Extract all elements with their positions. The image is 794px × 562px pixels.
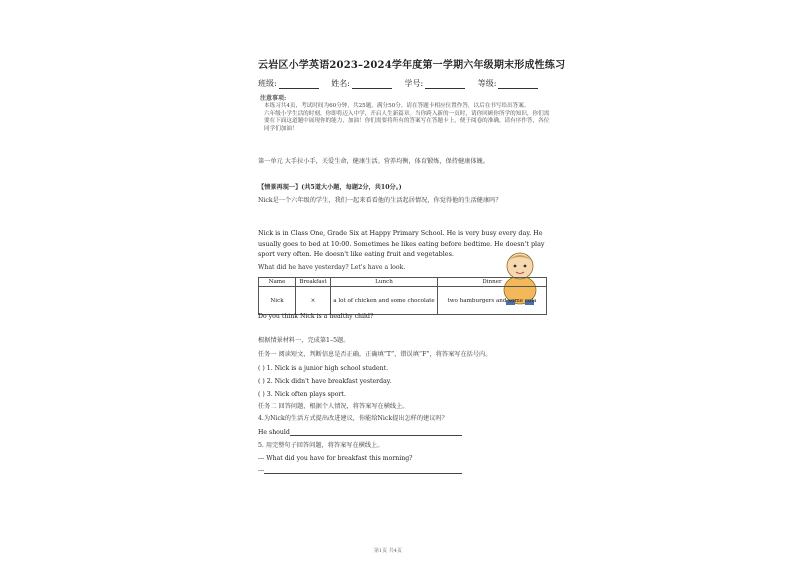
q5-answer-row bbox=[258, 466, 462, 474]
cell-lunch: a lot of chicken and some chocolate bbox=[331, 287, 438, 315]
part1-intro: 第一单元 大手拉小手，关爱生命，健康生活。营养均衡，体育锻炼，保持健康体魄。 bbox=[258, 158, 489, 165]
tf-item-1[interactable]: ( ) 1. Nick is a junior high school student. bbox=[258, 365, 389, 372]
header-breakfast: Breakfast bbox=[296, 278, 331, 287]
student-info-line bbox=[258, 78, 548, 89]
name-label: 姓名: bbox=[331, 79, 350, 88]
meal-table-header bbox=[259, 278, 547, 287]
cell-dinner: two hamburgers and some cola bbox=[438, 287, 547, 315]
grade-label: 等级: bbox=[477, 79, 497, 88]
class-blank bbox=[279, 80, 319, 89]
task1-instructions: 任务一 阅读短文，判断信息是否正确，正确填“T”，错误填“F”，将答案写在括号内。 bbox=[258, 351, 492, 358]
section2-heading: 根据情景材料一，完成第1–5题。 bbox=[258, 337, 350, 344]
instructions-text bbox=[264, 103, 554, 133]
header-name: Name bbox=[259, 278, 296, 287]
table-row bbox=[259, 287, 547, 315]
cell-name: Nick bbox=[259, 287, 296, 315]
q4-answer-line[interactable] bbox=[290, 428, 462, 436]
instructions-line-2: 六年级小学生活的时刻，你即将迈入中学，开启人生新篇章。当你跨入新的一页时，请你回顾你所学的知识，你们需要在下面这道题中展现你的能力，加油！你们需要将所有的答案写在答题卡上，便于阅卷的准确，请有序作答，各位同学们加油！ bbox=[264, 110, 550, 132]
healthy-question: Do you think Nick is a healthy child? bbox=[258, 313, 374, 320]
page-footer: 第1页 共4页 bbox=[374, 548, 402, 554]
class-label: 班级: bbox=[258, 79, 277, 88]
id-blank bbox=[425, 80, 465, 89]
q5-answer-line[interactable] bbox=[264, 466, 462, 474]
header-lunch: Lunch bbox=[331, 278, 438, 287]
story-question: What did he have yesterday? Let's have a look. bbox=[258, 264, 406, 271]
id-label: 学号: bbox=[404, 79, 424, 88]
story-english: Nick is in Class One, Grade Six at Happy Primary School. He is very busy every day. He usually goes to bed at 10:00. Sometimes he likes eating before bedtime. He doesn't play sport very often. He doesn't like eating fruit and vegetables. bbox=[258, 229, 545, 258]
q5-question: --- What did you have for breakfast this morning? bbox=[258, 455, 413, 462]
instructions-heading: 注意事项: bbox=[260, 95, 287, 102]
part1-heading: 【情景再现一】(共5道大小题，每题2分，共10分。) bbox=[258, 184, 402, 191]
task2-instructions: 任务二 回答问题，根据个人情况，将答案写在横线上。 bbox=[258, 403, 409, 410]
header-dinner: Dinner bbox=[438, 278, 547, 287]
part1-story-cn: Nick是一个六年级的学生，我们一起来看看他的生活起居情况，你觉得他的生活健康吗？ bbox=[258, 197, 502, 204]
q4-lead: He should bbox=[258, 429, 290, 436]
page-title: 云岩区小学英语2023–2024学年度第一学期六年级期末形成性练习 bbox=[258, 60, 566, 71]
cell-breakfast: × bbox=[296, 287, 331, 315]
q4-answer-row bbox=[258, 428, 462, 436]
tf-item-3[interactable]: ( ) 3. Nick often plays sport. bbox=[258, 391, 346, 398]
question-5: 5. 用完整句子回答问题，将答案写在横线上。 bbox=[258, 442, 384, 449]
instructions-line-1: 本练习共4页，考试时间为60分钟，共25题，满分50分。请在答题卡相应位置作答，以后在书写给出答案。 bbox=[264, 103, 530, 109]
tf-item-2[interactable]: ( ) 2. Nick didn't have breakfast yesterday. bbox=[258, 378, 392, 385]
q5-lead: --- bbox=[258, 467, 265, 474]
question-4: 4.为Nick的生活方式提出改进建议，你能给Nick提出怎样的建议吗？ bbox=[258, 415, 448, 422]
grade-blank bbox=[498, 80, 538, 89]
meal-table bbox=[258, 277, 547, 315]
name-blank bbox=[352, 80, 392, 89]
